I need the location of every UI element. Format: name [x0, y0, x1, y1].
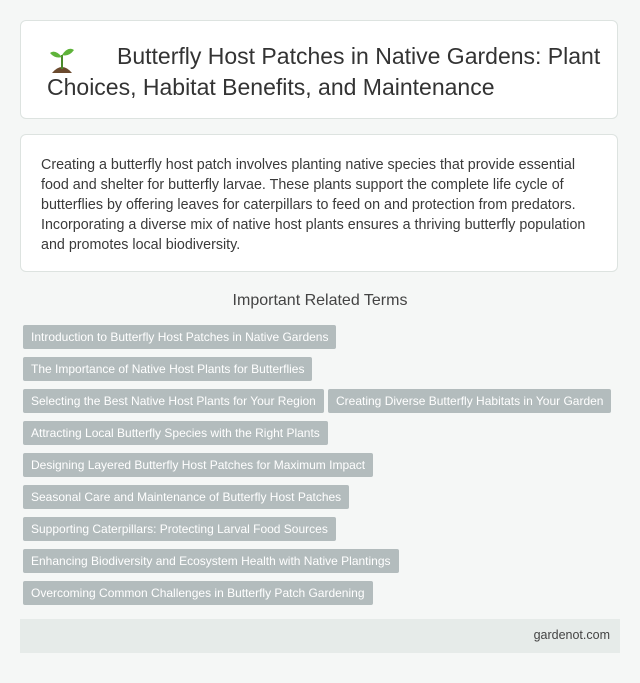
- page-title: Butterfly Host Patches in Native Gardens: Plant Choices, Habitat Benefits, and Maintenance: [47, 43, 601, 100]
- footer: [20, 619, 620, 653]
- term-tag[interactable]: Introduction to Butterfly Host Patches in Native Gardens: [23, 325, 336, 349]
- term-tag[interactable]: The Importance of Native Host Plants for Butterflies: [23, 357, 312, 381]
- term-tag[interactable]: Enhancing Biodiversity and Ecosystem Health with Native Plantings: [23, 549, 399, 573]
- term-tag[interactable]: Seasonal Care and Maintenance of Butterfly Host Patches: [23, 485, 349, 509]
- terms-heading: Important Related Terms: [232, 292, 408, 309]
- term-tag[interactable]: Creating Diverse Butterfly Habitats in Your Garden: [328, 389, 611, 413]
- sprout-icon: [47, 45, 77, 75]
- title-wrap: [47, 41, 607, 103]
- intro-card: [20, 134, 618, 272]
- footer-site-link[interactable]: gardenot.com: [533, 628, 610, 642]
- term-tag[interactable]: Supporting Caterpillars: Protecting Larval Food Sources: [23, 517, 336, 541]
- term-tag[interactable]: Overcoming Common Challenges in Butterfly Patch Gardening: [23, 581, 373, 605]
- term-tag[interactable]: Selecting the Best Native Host Plants for Your Region: [23, 389, 324, 413]
- term-tag[interactable]: Designing Layered Butterfly Host Patches for Maximum Impact: [23, 453, 373, 477]
- term-tag[interactable]: Attracting Local Butterfly Species with the Right Plants: [23, 421, 328, 445]
- intro-text: Creating a butterfly host patch involves planting native species that provide essential food and shelter for butterfly larvae. These plants support the complete life cycle of butterflies by offering leaves for caterpillars to feed on and protection from predators. Incorporating a diverse mix of native host plants ensures a thriving butterfly population and promotes local biodiversity.: [41, 157, 586, 253]
- title-card: [20, 20, 618, 119]
